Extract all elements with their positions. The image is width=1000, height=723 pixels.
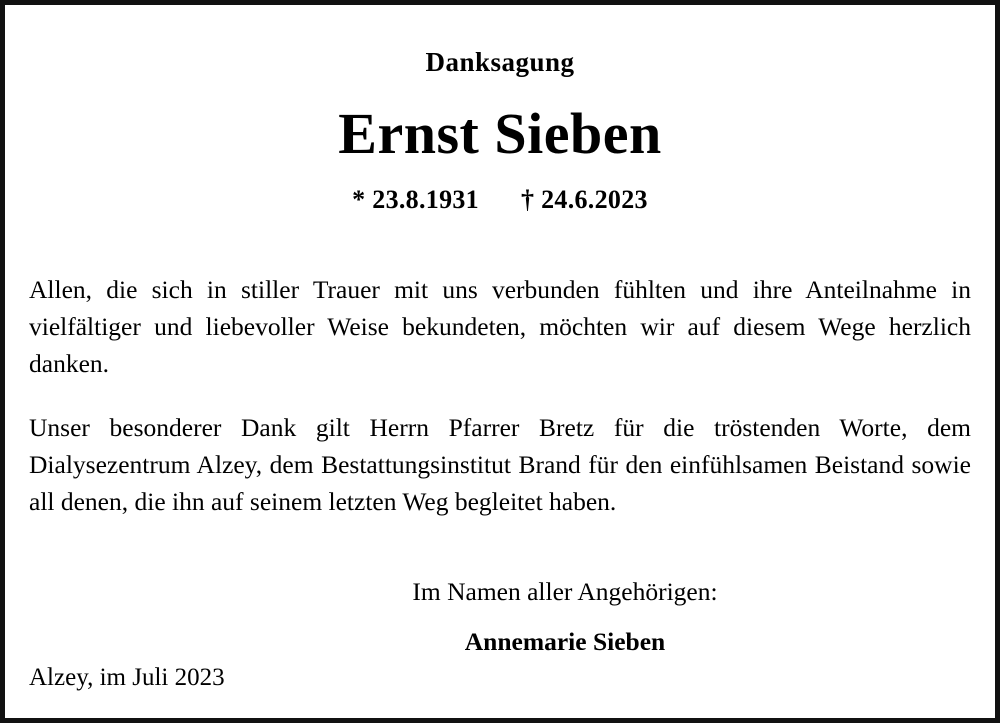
life-dates: [27, 185, 973, 215]
page-title: Danksagung: [425, 47, 575, 77]
thanks-paragraph-1: Allen, die sich in stiller Trauer mit uns verbunden fühlten und ihre Anteilnahme in vielfältiger und liebevoller Weise bekundeten, möchten wir auf diesem Wege herzlich danken.: [29, 274, 971, 379]
place-and-date: Alzey, im Juli 2023: [29, 664, 225, 691]
birth-date: * 23.8.1931: [352, 184, 479, 214]
death-date: 24.6.2023: [541, 184, 648, 214]
closing-line: Im Namen aller Angehörigen:: [412, 577, 718, 607]
signature-name: Annemarie Sieben: [464, 626, 666, 656]
thanks-paragraph-2: Unser besonderer Dank gilt Herrn Pfarrer Bretz für die tröstenden Worte, dem Dialysezentrum Alzey, dem Bestattungsinstitut Brand für den einfühlsamen Beistand sowie all denen, die ihn auf seinem letzten Weg begleitet haben.: [29, 412, 971, 516]
deceased-name: Ernst Sieben: [338, 101, 662, 166]
dagger-icon: †: [520, 184, 535, 214]
closing-block: [27, 574, 973, 659]
